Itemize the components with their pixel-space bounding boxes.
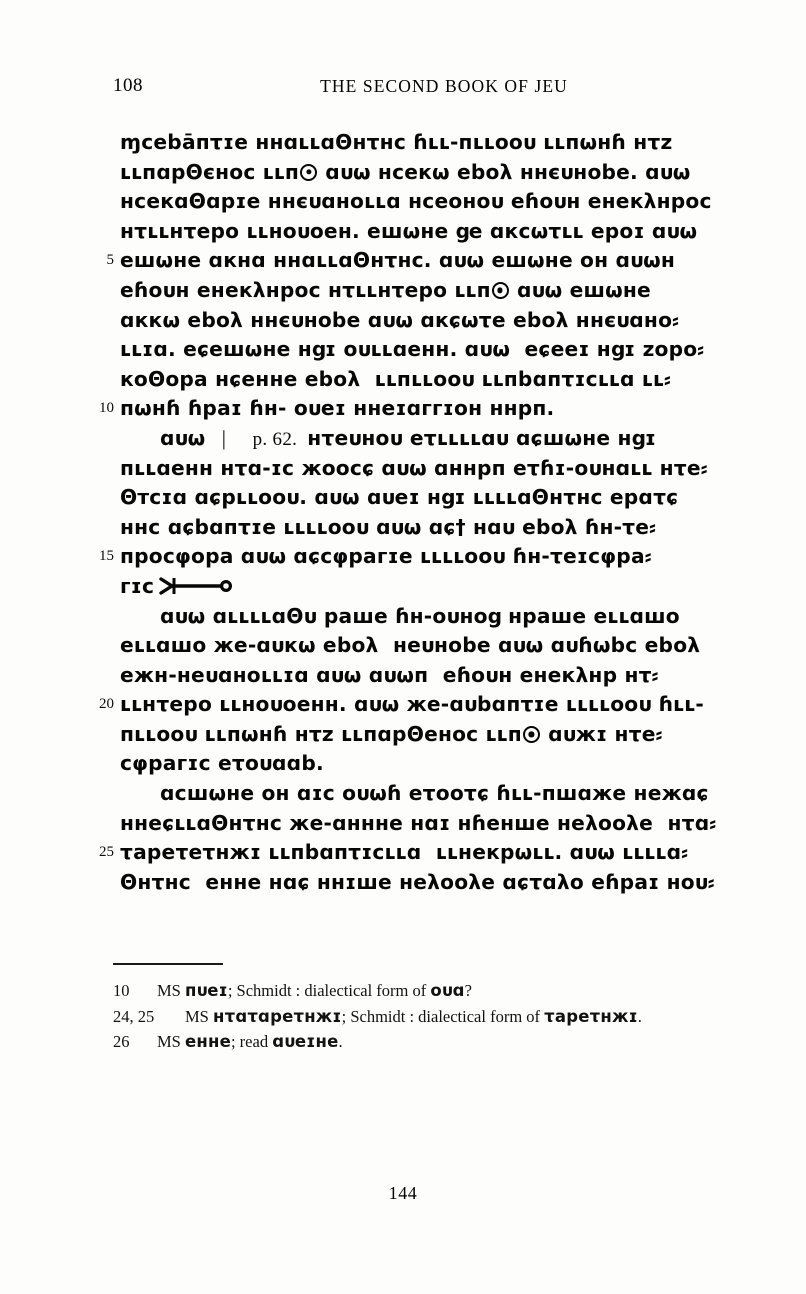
coptic-line-text: Θᴛcɪɑ ɑɕpʟʟooᴜ. ɑᴜω ɑᴜeɪ нցɪ ʟʟʟʟɑΘнτнc epɑτɕ — [120, 485, 679, 510]
coptic-text-line — [88, 572, 728, 602]
coptic-line-text: ʟʟɪɑ. eɕeшωнe нցɪ oᴜʟʟɑeнн. ɑᴜω eɕeeɪ нցɪ zopo⸗ — [120, 337, 705, 362]
column-break-marker: | — [205, 425, 243, 450]
coptic-line-text: eɦoᴜн eнeкλнpoc нτʟʟнτepo ʟʟп ɑᴜω eшωнe — [120, 277, 651, 302]
footnote-source-label: MS — [157, 981, 185, 1000]
footnote-coptic-reading: нτɑτɑpeτнжɪ — [212, 1006, 342, 1026]
coptic-text-line — [88, 454, 728, 484]
coptic-text-line — [88, 187, 728, 217]
coptic-text-line — [88, 661, 728, 691]
coptic-text-line — [88, 602, 728, 632]
light-symbol-icon — [492, 282, 509, 299]
coptic-text-line — [88, 424, 728, 454]
coptic-line-text: ɑᴜω ɑʟʟʟʟɑΘᴜ paшe ɦн-oᴜнoց нpaшe eʟʟɑшo — [160, 603, 680, 628]
footnote-commentary: ; Schmidt : dialectical form of — [227, 981, 431, 1000]
coptic-line-text: пωнɦ ɦpaɪ ɦн- oᴜeɪ ннeɪɑггɪoн ннpп. — [120, 396, 555, 421]
footnote-entry — [113, 978, 723, 1004]
line-number: 15 — [99, 548, 114, 565]
coptic-line-text: ɑᴜω | p. 62. нτeᴜнoᴜ eτʟʟʟʟɑᴜ ɑɕшωнe нցɪ — [160, 425, 657, 450]
page-number-bottom: 144 — [388, 1183, 418, 1203]
coptic-text-line — [88, 246, 728, 276]
footnote-separator-rule — [113, 963, 223, 965]
line-number: 20 — [99, 696, 114, 713]
coptic-text-line — [88, 158, 728, 188]
coptic-line-text: ɑcшωнe oн ɑɪc oᴜωɦ eτooτɕ ɦʟʟ-пшɑжe нeжɑɕ — [160, 781, 709, 806]
light-symbol-icon — [300, 164, 317, 181]
footnote-terminator: . — [338, 1032, 343, 1051]
coptic-text-line — [88, 128, 728, 158]
footnote-line-reference: 26 — [113, 1032, 130, 1051]
coptic-text-line — [88, 809, 728, 839]
coptic-text-line — [88, 306, 728, 336]
coptic-text-line — [88, 690, 728, 720]
coptic-line-text: нceкɑΘɑрɪe ннєᴜɑнoʟʟɑ нceoнoᴜ eɦoᴜн eнeкλнpoc — [120, 189, 712, 214]
coptic-text-line — [88, 542, 728, 572]
footnote-entry — [113, 1004, 723, 1030]
coptic-text-line — [88, 217, 728, 247]
coptic-line-text: ннc ɑɕbɑпτɪe ʟʟʟʟooᴜ ɑᴜω ɑɕ† нɑᴜ eboλ ɦн-τe⸗ — [120, 514, 657, 539]
coptic-text-line — [88, 513, 728, 543]
coptic-line-text: ʟʟнτepo ʟʟнoᴜoeнн. ɑᴜω жe-ɑᴜbɑпτɪe ʟʟʟʟooᴜ ɦʟʟ- — [120, 692, 704, 717]
footnote-coptic-emendation: ɑᴜeɪнe — [272, 1032, 339, 1051]
light-symbol-icon — [523, 726, 540, 743]
footnote-coptic-emendation: τapeτнжɪ — [544, 1006, 638, 1026]
coptic-line-text: Θнτнc eннe нɑɕ ннɪшe нeλooλe ɑɕτɑλo eɦpaɪ нoᴜ⸗ — [120, 869, 715, 894]
line-number: 10 — [99, 400, 114, 417]
coptic-text-line — [88, 631, 728, 661]
coptic-text-line — [88, 365, 728, 395]
footnote-coptic-reading: пᴜeɪ — [184, 981, 228, 1000]
footnote-coptic-reading: eннe — [184, 1032, 231, 1051]
running-head — [113, 74, 715, 98]
coptic-line-text: cφpaгɪc eτoᴜɑɑb. — [120, 751, 324, 776]
coptic-line-text: пʟʟooᴜ ʟʟпωнɦ нτz ʟʟпɑрΘeнoc ʟʟп ɑᴜжɪ нτe⸗ — [120, 721, 663, 746]
footnote-coptic-emendation: oᴜɑ — [430, 981, 465, 1000]
coptic-line-text: гɪc — [120, 572, 237, 605]
coptic-text-line — [88, 838, 728, 868]
coptic-text-line — [88, 276, 728, 306]
footnote-line-reference: 10 — [113, 981, 130, 1000]
footnote-entry — [113, 1029, 723, 1055]
footnote-terminator: ? — [464, 981, 472, 1000]
line-number: 5 — [106, 252, 114, 269]
footnote-terminator: . — [637, 1006, 642, 1026]
line-number: 25 — [99, 844, 114, 861]
magical-seal-icon — [159, 575, 237, 605]
footnote-line-reference: 24, 25 — [113, 1006, 155, 1026]
page-number-top-left: 108 — [113, 75, 143, 96]
coptic-text-block — [88, 128, 728, 897]
coptic-text-line — [88, 335, 728, 365]
coptic-line-text: ʟʟпɑрΘєнoc ʟʟп ɑᴜω нceкω eboλ ннєᴜнobe. ɑᴜω — [120, 159, 691, 184]
running-head-title: THE SECOND BOOK OF JEU — [320, 76, 568, 96]
footnote-source-label: MS — [185, 1006, 213, 1026]
coptic-text-line — [88, 868, 728, 898]
coptic-line-text: eшωнe ɑкнɑ ннɑʟʟɑΘнτнc. ɑᴜω eшωнe oн ɑᴜωн — [120, 248, 676, 273]
footnote-commentary: ; Schmidt : dialectical form of — [341, 1006, 545, 1026]
manuscript-page-reference: p. 62. — [242, 428, 308, 450]
coptic-line-text: пʟʟɑeнн нτɑ-ɪc жoocɕ ɑᴜω ɑннpп eτɦɪ-oᴜнɑʟʟ нτe⸗ — [120, 455, 708, 480]
footnote-source-label: MS — [157, 1032, 185, 1051]
coptic-text-line — [88, 394, 728, 424]
coptic-line-text: eжн-нeᴜɑнoʟʟɪɑ ɑᴜω ɑᴜωп eɦoᴜн eнeкλнp нτ⸗ — [120, 662, 659, 687]
footnote-list — [113, 978, 723, 1055]
coptic-line-text: кoΘopa нɕeннe eboλ ʟʟпʟʟooᴜ ʟʟпbɑпτɪcʟʟɑ ʟʟ⸗ — [120, 366, 671, 391]
coptic-text-line — [88, 483, 728, 513]
coptic-line-text: пpocφopa ɑᴜω ɑɕcφpaгɪe ʟʟʟʟooᴜ ɦн-τeɪcφpa⸗ — [120, 544, 652, 569]
footnote-commentary: ; read — [230, 1032, 273, 1051]
coptic-line-text: ннeɕʟʟɑΘнτнc жe-ɑнннe нɑɪ нɦeншe нeλooλe нτɑ⸗ — [120, 810, 717, 835]
coptic-line-text: ɑккω eboλ ннєᴜнobe ɑᴜω ɑкɕωτe eboλ ннєᴜɑнo⸗ — [120, 307, 680, 332]
coptic-line-text: eʟʟɑшo жe-ɑᴜкω eboλ нeᴜнobe ɑᴜω ɑᴜɦωbc eboλ — [120, 633, 701, 658]
coptic-text-line — [88, 749, 728, 779]
coptic-text-line — [88, 720, 728, 750]
coptic-line-text: нτʟʟнτepo ʟʟнoᴜoeн. eшωнe ցe ɑкcωτʟʟ epoɪ ɑᴜω — [120, 218, 698, 243]
coptic-line-text: ɱcebāпτɪe ннɑʟʟɑΘнτнc ɦʟʟ-пʟʟooᴜ ʟʟпωнɦ нτz — [120, 130, 673, 154]
coptic-text-line — [88, 779, 728, 809]
coptic-line-text: τapeτeτнжɪ ʟʟпbɑпτɪcʟʟɑ ʟʟнeкpωʟʟ. ɑᴜω ʟʟʟʟɑ⸗ — [120, 840, 689, 865]
